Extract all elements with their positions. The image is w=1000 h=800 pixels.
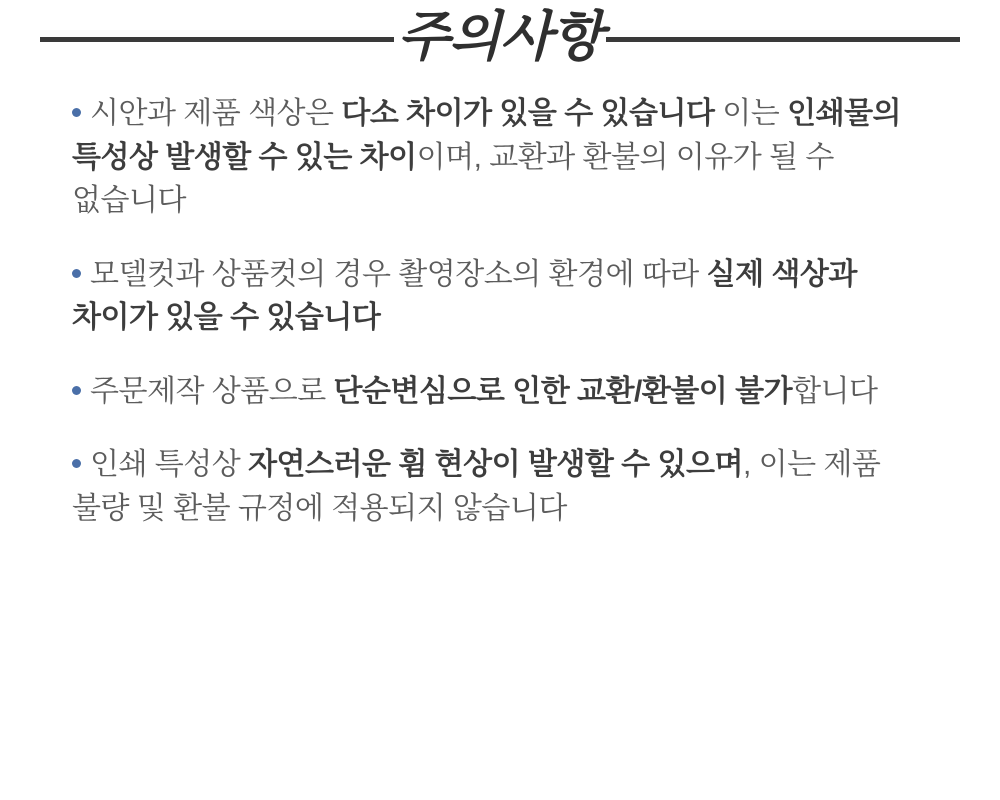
page-title: 주의사항 bbox=[397, 7, 603, 67]
bullet-icon bbox=[72, 269, 81, 278]
bullet-icon bbox=[72, 108, 81, 117]
list-item bbox=[72, 92, 930, 223]
page-header bbox=[0, 0, 1000, 78]
notice-text: 모델컷과 상품컷의 경우 촬영장소의 환경에 따라 실제 색상과 차이가 있을 수 있습니다 bbox=[72, 257, 857, 334]
notice-list bbox=[0, 78, 1000, 530]
notice-text: 시안과 제품 색상은 다소 차이가 있을 수 있습니다 이는 인쇄물의 특성상 발생할 수 있는 차이이며, 교환과 환불의 이유가 될 수 없습니다 bbox=[72, 97, 902, 217]
notice-text: 주문제작 상품으로 단순변심으로 인한 교환/환불이 불가합니다 bbox=[90, 374, 878, 408]
bullet-icon bbox=[72, 386, 81, 395]
list-item bbox=[72, 253, 930, 340]
list-item bbox=[72, 443, 930, 530]
notice-text: 인쇄 특성상 자연스러운 휨 현상이 발생할 수 있으며, 이는 제품 불량 및 환불 규정에 적용되지 않습니다 bbox=[72, 448, 881, 525]
list-item bbox=[72, 370, 930, 414]
bullet-icon bbox=[72, 459, 81, 468]
header-rule-right bbox=[606, 37, 960, 42]
header-rule-left bbox=[40, 37, 394, 42]
